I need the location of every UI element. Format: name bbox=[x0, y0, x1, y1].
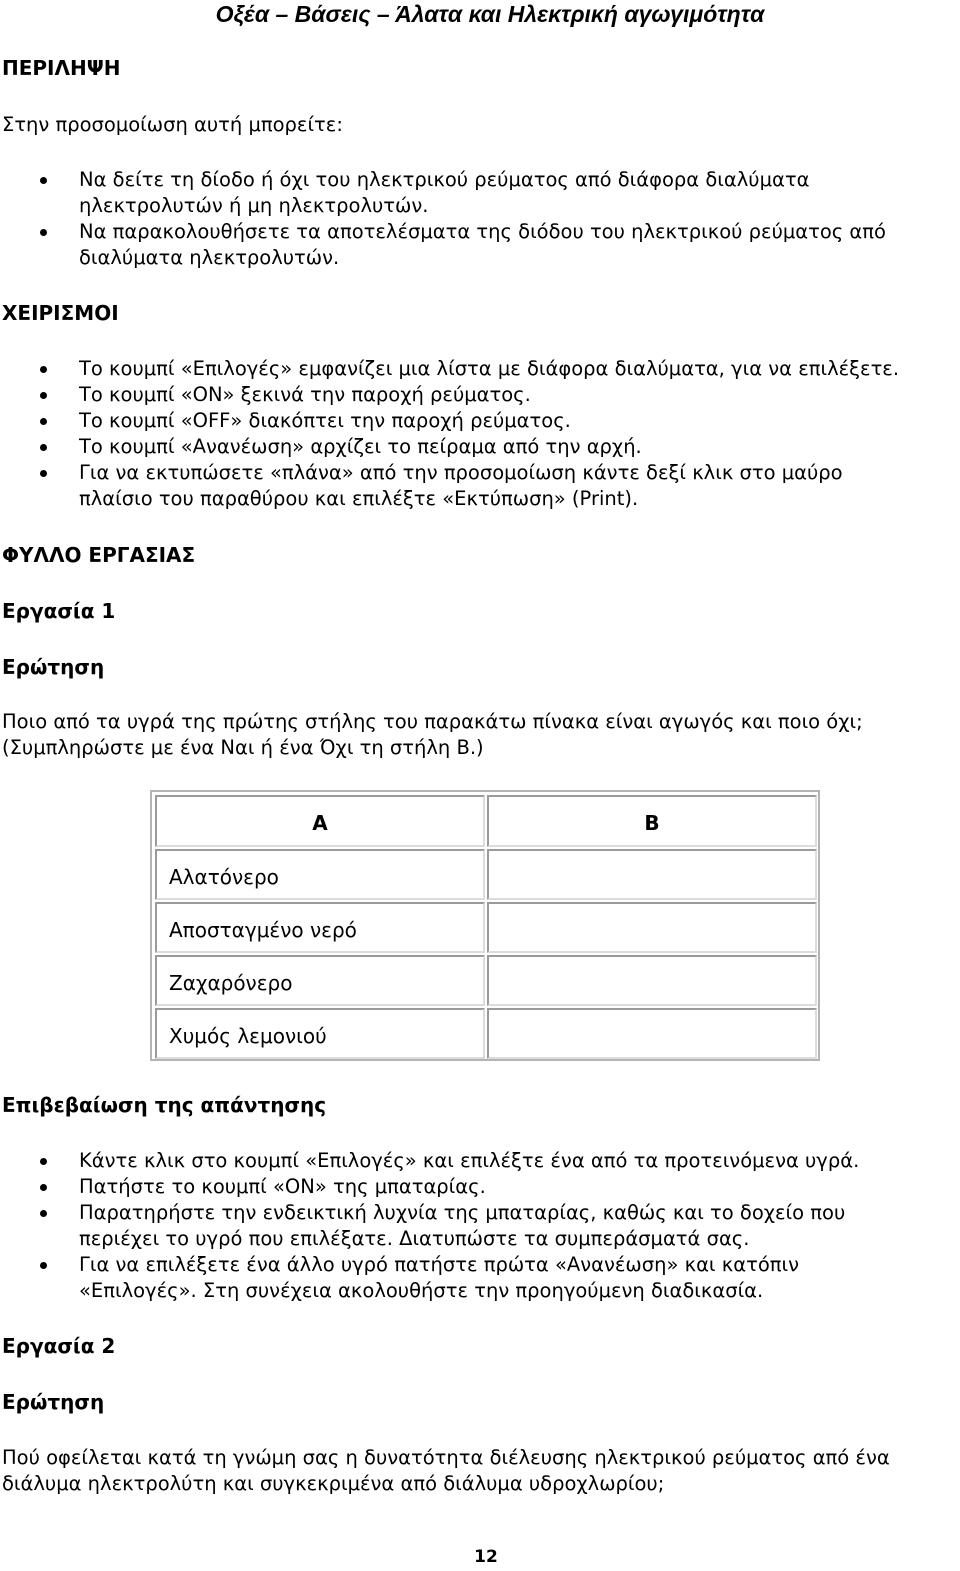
bullet-icon bbox=[40, 444, 47, 451]
bullet-icon bbox=[40, 1158, 47, 1165]
table-cell-answer[interactable] bbox=[487, 1008, 817, 1059]
bullet-icon bbox=[40, 470, 47, 477]
task1-question: Ποιο από τα υγρά της πρώτης στήλης του παρακάτω πίνακα είναι αγωγός και ποιο όχι; (Συμπληρώστε με ένα Ναι ή ένα Όχι τη στήλη Β.) bbox=[2, 710, 863, 759]
task2-question: Πού οφείλεται κατά τη γνώμη σας η δυνατότητα διέλευσης ηλεκτρικού ρεύματος από ένα διάλυμα ηλεκτρολύτη και συγκεκριμένα από διάλυμα υδροχλωρίου; bbox=[2, 1446, 890, 1495]
controls-list bbox=[0, 356, 960, 512]
table-cell-answer[interactable] bbox=[487, 849, 817, 900]
controls-heading: ΧΕΙΡΙΣΜΟΙ bbox=[2, 301, 119, 325]
table-cell-liquid: Ζαχαρόνερο bbox=[155, 955, 485, 1006]
table-cell-liquid: Χυμός λεμονιού bbox=[155, 1008, 485, 1059]
list-item: Για να επιλέξετε ένα άλλο υγρό πατήστε πρώτα «Ανανέωση» και κατόπιν «Επιλογές». Στη συνέχεια ακολουθήστε την προηγούμενη διαδικασία. bbox=[0, 1252, 960, 1304]
list-item: Το κουμπί «OFF» διακόπτει την παροχή ρεύματος. bbox=[0, 408, 960, 434]
table-cell-liquid: Αποσταγμένο νερό bbox=[155, 902, 485, 953]
list-item: Πατήστε το κουμπί «ON» της μπαταρίας. bbox=[0, 1174, 960, 1200]
page-title: Οξέα – Βάσεις – Άλατα και Ηλεκτρική αγωγιμότητα bbox=[215, 1, 765, 27]
conductivity-table bbox=[150, 790, 820, 1061]
task1-question-heading: Ερώτηση bbox=[2, 655, 105, 679]
bullet-icon bbox=[40, 177, 47, 184]
bullet-icon bbox=[40, 392, 47, 399]
bullet-icon bbox=[40, 366, 47, 373]
table-header-a: Α bbox=[155, 795, 485, 847]
bullet-icon bbox=[40, 1184, 47, 1191]
bullet-icon bbox=[40, 229, 47, 236]
task2-question-heading: Ερώτηση bbox=[2, 1390, 105, 1414]
bullet-icon bbox=[40, 418, 47, 425]
summary-list bbox=[0, 167, 960, 271]
bullet-icon bbox=[40, 1262, 47, 1269]
list-item: Παρατηρήστε την ενδεικτική λυχνία της μπαταρίας, καθώς και το δοχείο που περιέχει το υγρό που επιλέξατε. Διατυπώστε τα συμπεράσματά σας. bbox=[0, 1200, 960, 1252]
task1-heading: Εργασία 1 bbox=[2, 599, 116, 623]
table-cell-answer[interactable] bbox=[487, 955, 817, 1006]
page-number: 12 bbox=[474, 1547, 498, 1567]
bullet-icon bbox=[40, 1210, 47, 1217]
summary-intro: Στην προσομοίωση αυτή μπορείτε: bbox=[2, 113, 343, 136]
table-cell-answer[interactable] bbox=[487, 902, 817, 953]
summary-heading: ΠΕΡΙΛΗΨΗ bbox=[2, 56, 121, 80]
list-item: Το κουμπί «Επιλογές» εμφανίζει μια λίστα με διάφορα διαλύματα, για να επιλέξετε. bbox=[0, 356, 960, 382]
confirm-list bbox=[0, 1148, 960, 1304]
table-cell-liquid: Αλατόνερο bbox=[155, 849, 485, 900]
list-item: Για να εκτυπώσετε «πλάνα» από την προσομοίωση κάντε δεξί κλικ στο μαύρο πλαίσιο του παραθύρου και επιλέξτε «Εκτύπωση» (Print). bbox=[0, 460, 960, 512]
table-header-b: Β bbox=[487, 795, 817, 847]
list-item: Να δείτε τη δίοδο ή όχι του ηλεκτρικού ρεύματος από διάφορα διαλύματα ηλεκτρολυτών ή μη ηλεκτρολυτών. bbox=[0, 167, 960, 219]
task2-heading: Εργασία 2 bbox=[2, 1334, 116, 1358]
list-item: Κάντε κλικ στο κουμπί «Επιλογές» και επιλέξτε ένα από τα προτεινόμενα υγρά. bbox=[0, 1148, 960, 1174]
worksheet-heading: ΦΥΛΛΟ ΕΡΓΑΣΙΑΣ bbox=[2, 543, 196, 567]
list-item: Το κουμπί «Ανανέωση» αρχίζει το πείραμα από την αρχή. bbox=[0, 434, 960, 460]
list-item: Να παρακολουθήσετε τα αποτελέσματα της διόδου του ηλεκτρικού ρεύματος από διαλύματα ηλεκτρολυτών. bbox=[0, 219, 960, 271]
confirm-heading: Επιβεβαίωση της απάντησης bbox=[2, 1093, 327, 1117]
list-item: Το κουμπί «ON» ξεκινά την παροχή ρεύματος. bbox=[0, 382, 960, 408]
